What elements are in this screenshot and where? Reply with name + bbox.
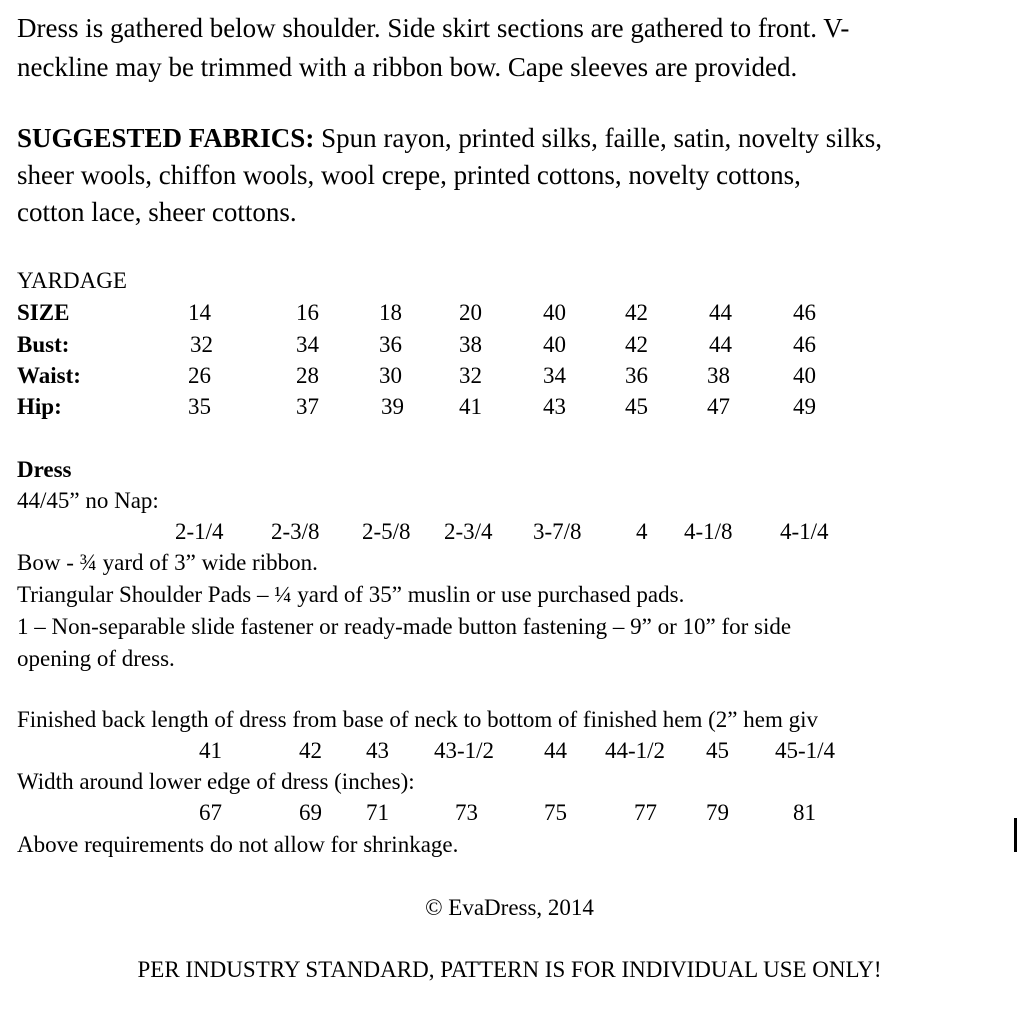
waist-cell: 30 bbox=[379, 363, 402, 388]
bust-cell: 42 bbox=[625, 332, 648, 357]
dress-amount: 3-7/8 bbox=[533, 519, 582, 544]
dress-amount: 2-5/8 bbox=[362, 519, 411, 544]
waist-cell: 36 bbox=[625, 363, 648, 388]
fabrics-text-1: Spun rayon, printed silks, faille, satin, novelty silks, bbox=[314, 123, 883, 153]
yardage-title: YARDAGE bbox=[17, 268, 127, 293]
finished-length-value: 45-1/4 bbox=[775, 738, 836, 763]
waist-cell: 34 bbox=[543, 363, 566, 388]
copyright-notice: © EvaDress, 2014 bbox=[425, 895, 594, 920]
bust-cell: 34 bbox=[296, 332, 319, 357]
finished-length-value: 44 bbox=[544, 738, 567, 763]
bust-cell: 38 bbox=[459, 332, 482, 357]
finished-length-value: 44-1/2 bbox=[605, 738, 666, 763]
bow-requirement: Bow - ¾ yard of 3” wide ribbon. bbox=[17, 550, 318, 575]
size-cell: 42 bbox=[625, 300, 648, 325]
hip-cell: 35 bbox=[188, 394, 211, 419]
dress-amount: 2-3/4 bbox=[444, 519, 493, 544]
finished-length-value: 41 bbox=[199, 738, 222, 763]
finished-length-value: 43-1/2 bbox=[434, 738, 495, 763]
waist-cell: 32 bbox=[459, 363, 482, 388]
hip-cell: 49 bbox=[793, 394, 816, 419]
finished-length-value: 43 bbox=[366, 738, 389, 763]
fastener-requirement-line-2: opening of dress. bbox=[17, 646, 175, 671]
hip-cell: 47 bbox=[707, 394, 730, 419]
bust-cell: 32 bbox=[190, 332, 213, 357]
size-cell: 20 bbox=[459, 300, 482, 325]
row-label-hip: Hip: bbox=[17, 394, 62, 419]
edge-mark bbox=[1014, 818, 1017, 852]
size-cell: 18 bbox=[379, 300, 402, 325]
fabric-width-label: 44/45” no Nap: bbox=[17, 488, 159, 513]
hip-cell: 43 bbox=[543, 394, 566, 419]
bust-cell: 40 bbox=[543, 332, 566, 357]
finished-length-label: Finished back length of dress from base of neck to bottom of finished hem (2” hem giv bbox=[17, 707, 818, 732]
hem-width-value: 67 bbox=[199, 800, 222, 825]
description-line-1: Dress is gathered below shoulder. Side skirt sections are gathered to front. V- bbox=[17, 13, 850, 43]
row-label-size: SIZE bbox=[17, 300, 70, 325]
waist-cell: 38 bbox=[707, 363, 730, 388]
hem-width-value: 81 bbox=[793, 800, 816, 825]
fabrics-line-1 bbox=[17, 125, 882, 152]
shrinkage-note: Above requirements do not allow for shrinkage. bbox=[17, 832, 459, 857]
fabrics-line-3: cotton lace, sheer cottons. bbox=[17, 197, 297, 227]
usage-notice: PER INDUSTRY STANDARD, PATTERN IS FOR INDIVIDUAL USE ONLY! bbox=[137, 957, 882, 982]
fastener-requirement-line-1: 1 – Non-separable slide fastener or ready-made button fastening – 9” or 10” for side bbox=[17, 614, 792, 639]
size-cell: 44 bbox=[709, 300, 732, 325]
dress-amount: 2-3/8 bbox=[271, 519, 320, 544]
description-line-2: neckline may be trimmed with a ribbon bow. Cape sleeves are provided. bbox=[17, 52, 798, 82]
bust-cell: 44 bbox=[709, 332, 732, 357]
dress-heading: Dress bbox=[17, 457, 72, 482]
waist-cell: 26 bbox=[188, 363, 211, 388]
hem-width-value: 73 bbox=[455, 800, 478, 825]
hip-cell: 37 bbox=[296, 394, 319, 419]
waist-cell: 28 bbox=[296, 363, 319, 388]
dress-amount: 2-1/4 bbox=[175, 519, 224, 544]
dress-amount: 4-1/4 bbox=[780, 519, 829, 544]
hem-width-value: 69 bbox=[299, 800, 322, 825]
hem-width-value: 71 bbox=[366, 800, 389, 825]
hem-width-value: 75 bbox=[544, 800, 567, 825]
size-cell: 14 bbox=[188, 300, 211, 325]
finished-length-value: 45 bbox=[706, 738, 729, 763]
fabrics-heading: SUGGESTED FABRICS: bbox=[17, 123, 315, 153]
hip-cell: 45 bbox=[625, 394, 648, 419]
shoulder-pads-requirement: Triangular Shoulder Pads – ¼ yard of 35” muslin or use purchased pads. bbox=[17, 582, 685, 607]
hip-cell: 41 bbox=[459, 394, 482, 419]
hip-cell: 39 bbox=[381, 394, 404, 419]
hem-width-label: Width around lower edge of dress (inches): bbox=[17, 769, 415, 794]
hem-width-value: 79 bbox=[706, 800, 729, 825]
row-label-bust: Bust: bbox=[17, 332, 70, 357]
row-label-waist: Waist: bbox=[17, 363, 81, 388]
size-cell: 40 bbox=[543, 300, 566, 325]
size-cell: 46 bbox=[793, 300, 816, 325]
hem-width-value: 77 bbox=[634, 800, 657, 825]
fabrics-line-2: sheer wools, chiffon wools, wool crepe, printed cottons, novelty cottons, bbox=[17, 160, 801, 190]
dress-amount: 4-1/8 bbox=[684, 519, 733, 544]
size-cell: 16 bbox=[296, 300, 319, 325]
bust-cell: 46 bbox=[793, 332, 816, 357]
waist-cell: 40 bbox=[793, 363, 816, 388]
finished-length-value: 42 bbox=[299, 738, 322, 763]
dress-amount: 4 bbox=[636, 519, 648, 544]
bust-cell: 36 bbox=[379, 332, 402, 357]
